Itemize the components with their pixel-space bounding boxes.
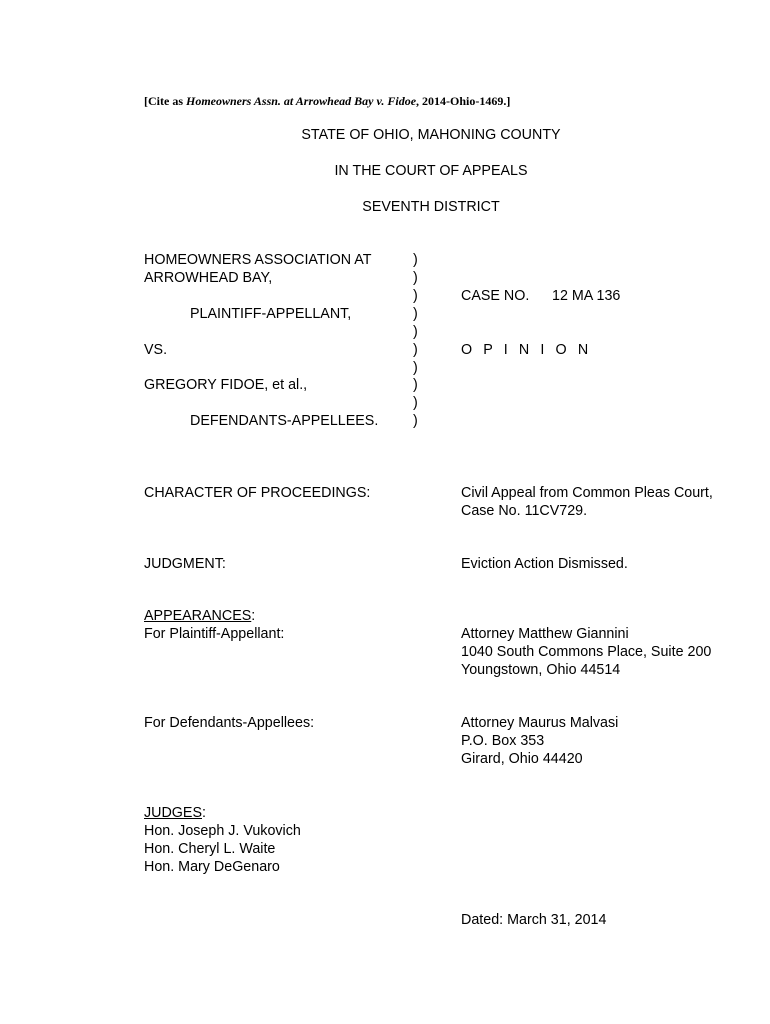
dated-line: Dated: March 31, 2014 (461, 912, 607, 928)
plaintiff-counsel-label: For Plaintiff-Appellant: (144, 626, 285, 642)
caption-paren: ) (413, 270, 418, 286)
judges-heading-text: JUDGES (144, 805, 202, 821)
defendant-counsel-line: P.O. Box 353 (461, 733, 545, 749)
case-number-label: CASE NO. (461, 288, 530, 304)
caption-paren: ) (413, 377, 418, 393)
citation-prefix: [Cite as (144, 94, 186, 108)
judgment-label: JUDGMENT: (144, 556, 226, 572)
plaintiff-counsel-line: 1040 South Commons Place, Suite 200 (461, 644, 712, 660)
citation-suffix: , 2014-Ohio-1469.] (416, 94, 511, 108)
caption-paren: ) (413, 413, 418, 429)
appearances-heading (144, 607, 255, 625)
judges-heading (144, 804, 206, 822)
plaintiff-counsel-line: Attorney Matthew Giannini (461, 626, 629, 642)
appearances-heading-colon: : (251, 608, 256, 624)
court-heading: IN THE COURT OF APPEALS (334, 163, 528, 179)
judge-name: Hon. Cheryl L. Waite (144, 841, 276, 857)
plaintiff-name-line2: ARROWHEAD BAY, (144, 270, 273, 286)
judge-name: Hon. Joseph J. Vukovich (144, 823, 301, 839)
plaintiff-name-line1: HOMEOWNERS ASSOCIATION AT (144, 252, 372, 268)
opinion-title: O P I N I O N (461, 342, 592, 358)
character-value-line1: Civil Appeal from Common Pleas Court, (461, 485, 713, 501)
district-heading: SEVENTH DISTRICT (362, 199, 500, 215)
defendant-counsel-label: For Defendants-Appellees: (144, 715, 315, 731)
caption-paren: ) (413, 288, 418, 304)
appearances-heading-text: APPEARANCES (144, 608, 252, 624)
state-county-heading: STATE OF OHIO, MAHONING COUNTY (301, 127, 561, 143)
caption-paren: ) (413, 324, 418, 340)
defendant-name: GREGORY FIDOE, et al., (144, 377, 308, 393)
case-number-value: 12 MA 136 (552, 288, 621, 304)
caption-paren: ) (413, 342, 418, 358)
defendant-counsel-line: Girard, Ohio 44420 (461, 751, 583, 767)
plaintiff-counsel-line: Youngstown, Ohio 44514 (461, 662, 621, 678)
judges-heading-colon: : (202, 805, 206, 821)
caption-paren: ) (413, 395, 418, 411)
judgment-value: Eviction Action Dismissed. (461, 556, 628, 572)
versus-label: VS. (144, 342, 168, 358)
citation-line (144, 92, 510, 110)
caption-paren: ) (413, 252, 418, 268)
character-value-line2: Case No. 11CV729. (461, 503, 588, 519)
caption-paren: ) (413, 306, 418, 322)
judge-name: Hon. Mary DeGenaro (144, 859, 280, 875)
plaintiff-role: PLAINTIFF-APPELLANT, (190, 306, 352, 322)
character-label: CHARACTER OF PROCEEDINGS: (144, 485, 371, 501)
defendant-counsel-line: Attorney Maurus Malvasi (461, 715, 619, 731)
citation-case-name: Homeowners Assn. at Arrowhead Bay v. Fidoe (186, 94, 417, 108)
caption-paren: ) (413, 360, 418, 376)
defendant-role: DEFENDANTS-APPELLEES. (190, 413, 379, 429)
